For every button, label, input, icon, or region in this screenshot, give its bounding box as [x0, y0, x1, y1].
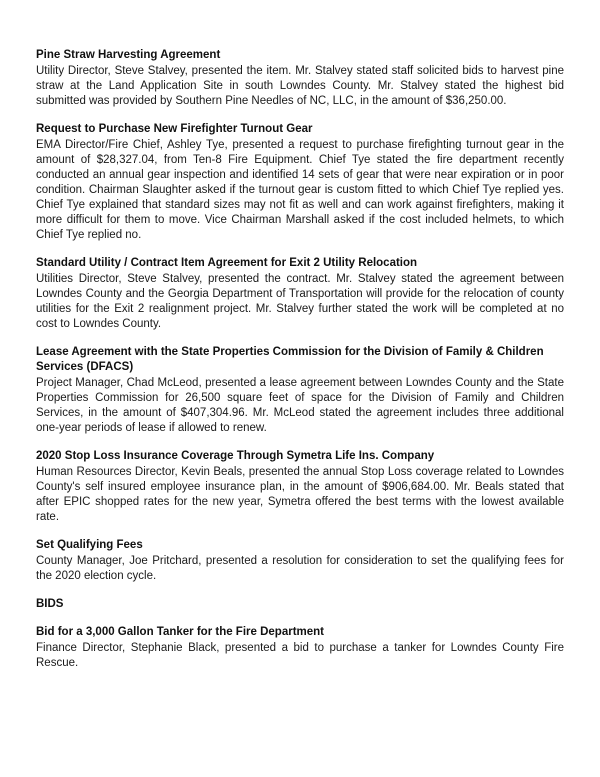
section-stop-loss — [36, 449, 564, 525]
section-exit2-utility — [36, 256, 564, 332]
section-turnout-gear — [36, 122, 564, 243]
section-body: Utility Director, Steve Stalvey, presented the item. Mr. Stalvey stated staff solicited bids to harvest pine straw at the Land Application Site in south Lowndes County. Mr. Stalvey stated the highest bid submitted was provided by Southern Pine Needles of NC, LLC, in the amount of $36,250.00. — [36, 65, 564, 107]
section-heading: Pine Straw Harvesting Agreement — [36, 49, 221, 61]
section-heading: Standard Utility / Contract Item Agreement for Exit 2 Utility Relocation — [36, 257, 418, 269]
section-body: County Manager, Joe Pritchard, presented a resolution for consideration to set the qualifying fees for the 2020 election cycle. — [36, 555, 564, 582]
section-heading: BIDS — [36, 598, 64, 610]
section-body: Project Manager, Chad McLeod, presented a lease agreement between Lowndes County and the State Properties Commission for 26,500 square feet of space for the Division of Family and Children Services, in the amount of $407,304.96. Mr. McLeod stated the agreement includes three additional one-year periods of lease if allowed to renew. — [36, 377, 564, 434]
section-qualifying-fees — [36, 538, 564, 584]
section-tanker-bid — [36, 625, 564, 671]
section-heading: 2020 Stop Loss Insurance Coverage Through Symetra Life Ins. Company — [36, 450, 435, 462]
section-heading: Request to Purchase New Firefighter Turnout Gear — [36, 123, 313, 135]
section-body: EMA Director/Fire Chief, Ashley Tye, presented a request to purchase firefighting turnout gear in the amount of $28,327.04, from Ten-8 Fire Equipment. Chief Tye stated the fire department recently conducted an annual gear inspection and identified 14 sets of gear that were near expiration or in poor condition. Chairman Slaughter asked if the turnout gear is custom fitted to which Chief Tye replied yes. Chief Tye explained that standard sizes may not fit as well and can work against firefighters, making it more difficult for them to move. Vice Chairman Marshall asked if the cost included helmets, to which Chief Tye replied no. — [36, 139, 564, 241]
section-body: Human Resources Director, Kevin Beals, presented the annual Stop Loss coverage related to Lowndes County's self insured employee insurance plan, in the amount of $906,684.00. Mr. Beals stated that after EPIC shopped rates for the new year, Symetra offered the best terms with the lowest available rate. — [36, 466, 564, 523]
section-dfacs-lease — [36, 345, 564, 436]
section-body: Finance Director, Stephanie Black, presented a bid to purchase a tanker for Lowndes County Fire Rescue. — [36, 642, 564, 669]
section-pine-straw — [36, 48, 564, 109]
section-heading: Lease Agreement with the State Properties Commission for the Division of Family & Children Services (DFACS) — [36, 346, 544, 373]
section-heading: Bid for a 3,000 Gallon Tanker for the Fire Department — [36, 626, 324, 638]
section-heading: Set Qualifying Fees — [36, 539, 143, 551]
section-bids-header — [36, 597, 564, 612]
section-body: Utilities Director, Steve Stalvey, presented the contract. Mr. Stalvey stated the agreement between Lowndes County and the Georgia Department of Transportation will provide for the relocation of county utilities for the Exit 2 realignment project. Mr. Stalvey further stated the work will be completed at no cost to Lowndes County. — [36, 273, 564, 330]
